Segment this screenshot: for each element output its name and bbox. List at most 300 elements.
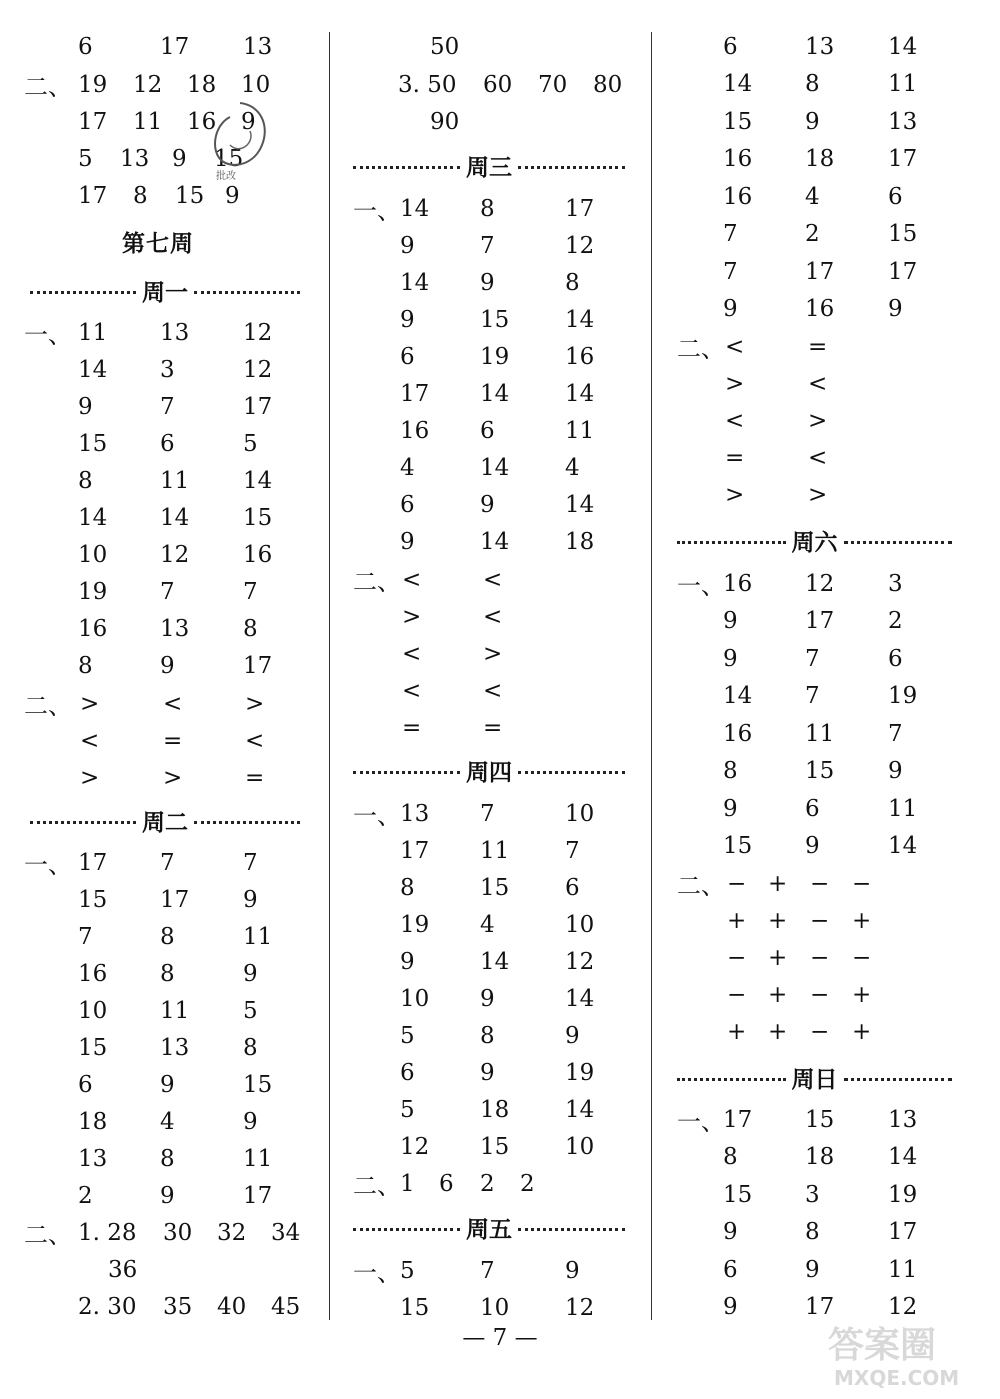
answer-value: 11 [243,1145,273,1172]
column-divider-1 [329,32,330,1320]
answer-row [655,678,1000,715]
answer-row [655,753,1000,790]
answer-row [655,365,1000,402]
answer-row [0,1251,325,1288]
answer-value: 9 [888,296,903,322]
answer-value: 15 [214,145,244,172]
answer-row [335,672,645,709]
answer-value: 8 [805,1219,820,1245]
answer-value: 5 [400,1022,415,1049]
answer-value: 16 [723,146,753,172]
answer-value: 17 [78,849,108,876]
answer-value: 6 [805,795,820,822]
answer-value: 15 [805,1106,835,1133]
answer-value: 15 [480,306,510,333]
answer-value: 7 [480,800,495,827]
answer-value: 36 [108,1256,138,1283]
answer-value: 14 [400,195,430,222]
answer-value: 7 [723,258,738,285]
answer-value: 9 [805,108,820,135]
answer-value: 2 [480,1170,495,1197]
answer-value: 6 [888,183,903,210]
answer-row [335,66,645,103]
answer-value: 9 [480,1059,495,1086]
answer-value: 7 [160,849,175,876]
answer-value: < [483,603,503,630]
answer-value: 19 [565,1059,595,1086]
grading-stamp [200,95,280,190]
answer-value: > [725,370,745,397]
answer-row [335,1128,645,1165]
answer-value: 7 [805,683,820,709]
section-marker: 一、 [353,197,401,225]
answer-value: 15 [888,221,918,247]
answer-value: − [727,944,747,971]
answer-value: 13 [160,615,190,642]
answer-value: 16 [805,296,835,322]
section-marker: 二、 [677,335,725,363]
section-marker: 二、 [677,872,725,900]
answer-row [0,1177,325,1214]
answer-row [335,449,645,486]
answer-row [655,976,1000,1013]
answer-row [0,759,325,796]
answer-value: 6 [400,491,415,518]
answer-value: 6 [480,417,495,444]
answer-row [655,103,1000,140]
day-label: 周五 [466,1216,512,1243]
answer-row [0,992,325,1029]
answer-row [0,425,325,462]
answer-value: + [768,1018,788,1045]
answer-value: 14 [400,269,430,296]
answer-value: > [483,640,503,667]
answer-value: 2 [78,1182,93,1209]
answer-value: 7 [480,1257,495,1284]
answer-value: 9 [805,833,820,859]
answer-value: 7 [78,923,93,950]
answer-value: 16 [78,615,108,642]
answer-row [0,1029,325,1066]
answer-value: 14 [723,71,753,97]
day-divider-mon [30,275,300,305]
answer-row [655,1251,1000,1288]
answer-value: = [163,727,183,754]
answer-value: 9 [243,1108,258,1135]
answer-value: 5 [400,1096,415,1123]
answer-row [0,685,325,722]
answer-value: < [483,566,503,593]
answer-value: 14 [888,1144,918,1170]
answer-row [655,66,1000,103]
answer-value: 4 [400,454,415,481]
answer-value: = [808,333,828,360]
answer-value: 16 [78,960,108,987]
day-divider-fri [353,1212,625,1242]
day-label: 周六 [791,529,838,556]
answer-value: 8 [723,1144,738,1170]
answer-value: 8 [160,1145,175,1172]
answer-value: 9 [480,269,495,296]
answer-value: 16 [187,108,217,135]
answer-value: 8 [78,652,93,679]
answer-value: 7 [243,849,258,876]
day-divider-sat [677,525,952,555]
week-title: 第七周 [122,231,194,257]
answer-value: 9 [400,306,415,333]
answer-value: + [768,907,788,934]
answer-value: > [402,603,422,630]
answer-row [335,635,645,672]
answer-value: 9 [723,1219,738,1245]
answer-value: 8 [480,1022,495,1049]
answer-value: 12 [243,319,273,346]
answer-value: 2. 30 [78,1293,137,1320]
answer-row [335,1252,645,1289]
answer-value: + [768,944,788,971]
day-label: 周二 [142,809,188,836]
answer-value: 19 [78,71,108,98]
answer-row [335,598,645,635]
answer-row [335,486,645,523]
answer-value: > [163,764,183,791]
answer-value: 16 [243,541,273,568]
answer-value: 32 [217,1219,247,1246]
answer-value: 15 [480,1133,510,1160]
answer-value: − [810,907,830,934]
answer-value: 14 [78,356,108,383]
answer-row [335,103,645,140]
answer-value: 7 [160,578,175,605]
answer-value: 14 [243,467,273,494]
answer-row [335,264,645,301]
answer-value: = [245,764,265,791]
answer-value: > [808,481,828,508]
answer-value: 3. 50 [398,71,457,98]
answer-value: 8 [160,923,175,950]
stamp-text: 批改 [216,171,236,182]
answer-value: > [725,481,745,508]
answer-value: 16 [723,570,753,597]
answer-value: 9 [400,528,415,555]
answer-value: + [768,981,788,1008]
answer-value: > [80,690,100,717]
answer-row [655,476,1000,513]
answer-value: < [725,333,745,360]
answer-value: − [810,1018,830,1045]
answer-value: < [725,407,745,434]
day-label: 周四 [466,759,512,786]
answer-value: 9 [241,108,256,135]
answer-row [655,253,1000,290]
answer-value: 11 [160,997,190,1024]
answer-value: 17 [888,258,918,285]
answer-value: 9 [160,652,175,679]
answer-value: 18 [805,146,835,172]
answer-row [655,828,1000,865]
answer-value: 10 [565,800,595,827]
answer-value: 3 [805,1181,820,1208]
answer-value: 4 [565,454,580,481]
answer-value: 7 [888,720,903,747]
answer-row [0,722,325,759]
answer-value: < [808,370,828,397]
answer-value: 13 [160,1034,190,1061]
answer-row [655,28,1000,65]
answer-value: 2 [888,608,903,634]
answer-row [655,439,1000,476]
day-divider-tue [30,805,300,835]
answer-value: 12 [888,1294,918,1320]
answer-value: 5 [243,997,258,1024]
answer-row [655,1013,1000,1050]
answer-value: + [852,907,872,934]
answer-value: 8 [480,195,495,222]
answer-value: − [727,870,747,897]
answer-value: 17 [243,1182,273,1209]
answer-value: + [768,870,788,897]
answer-row [655,1139,1000,1176]
answer-value: + [852,981,872,1008]
answer-value: 11 [888,1256,918,1283]
answer-row [0,462,325,499]
answer-value: 8 [243,1034,258,1061]
watermark-text: 答案圈 [828,1325,937,1366]
answer-value: 6 [888,645,903,672]
answer-value: 9 [723,645,738,672]
answer-value: 9 [723,296,738,322]
answer-row [0,1103,325,1140]
answer-row [335,1017,645,1054]
day-label: 周一 [142,279,188,306]
answer-row [0,844,325,881]
answer-value: 1. 28 [78,1219,137,1246]
answer-value: > [808,407,828,434]
answer-value: 18 [565,528,595,555]
answer-value: 18 [805,1144,835,1170]
answer-value: 14 [723,683,753,709]
answer-value: 4 [160,1108,175,1135]
section-marker: 二、 [353,568,401,596]
answer-row [655,216,1000,253]
answer-row [335,301,645,338]
answer-value: 15 [723,108,753,135]
answer-value: 9 [225,182,240,209]
answer-value: 17 [805,1294,835,1320]
answer-value: 18 [78,1108,108,1135]
section-marker: 二、 [24,1221,72,1249]
answer-value: 3 [160,356,175,383]
answer-value: 6 [565,874,580,901]
answer-value: 9 [160,1182,175,1209]
answer-row [655,939,1000,976]
answer-row [0,1214,325,1251]
answer-value: = [483,714,503,741]
answer-value: > [80,764,100,791]
answer-value: 90 [430,108,460,135]
answer-row [335,1165,645,1202]
answer-value: 4 [805,183,820,210]
answer-value: 9 [243,960,258,987]
answer-value: 7 [480,232,495,259]
answer-row [335,832,645,869]
answer-value: 14 [565,380,595,407]
answer-value: > [245,690,265,717]
day-divider-wed [353,150,625,180]
answer-value: + [727,907,747,934]
answer-row [655,565,1000,602]
answer-row [655,141,1000,178]
answer-value: 5 [78,145,93,172]
answer-row [0,881,325,918]
answer-value: 18 [187,71,217,98]
answer-row [335,1054,645,1091]
answer-row [335,523,645,560]
answer-value: 6 [723,33,738,60]
answer-row [655,715,1000,752]
answer-value: + [852,1018,872,1045]
answer-row [335,709,645,746]
answer-row [655,603,1000,640]
answer-value: 70 [538,71,568,98]
answer-value: 17 [160,886,190,913]
answer-value: 16 [565,343,595,370]
answer-row [655,865,1000,902]
day-divider-sun [677,1062,952,1092]
answer-value: 9 [565,1257,580,1284]
answer-value: 10 [78,997,108,1024]
answer-value: 11 [160,467,190,494]
answer-value: 6 [439,1170,454,1197]
answer-row [0,610,325,647]
answer-value: 12 [565,232,595,259]
answer-value: 11 [888,795,918,822]
answer-value: 15 [175,182,205,209]
column-divider-2 [651,32,652,1320]
answer-value: 15 [243,1071,273,1098]
answer-value: 11 [78,319,108,346]
answer-value: 13 [243,33,273,60]
section-marker: 二、 [24,692,72,720]
answer-value: 15 [78,430,108,457]
answer-value: − [810,981,830,1008]
section-marker: 一、 [353,802,401,830]
answer-row [335,190,645,227]
answer-value: < [402,677,422,704]
answer-value: 6 [723,1256,738,1283]
answer-value: 13 [78,1145,108,1172]
answer-value: 8 [243,615,258,642]
section-marker: 二、 [24,73,72,101]
answer-row [655,328,1000,365]
answer-value: 7 [160,393,175,420]
answer-row [0,955,325,992]
answer-value: 9 [78,393,93,420]
answer-row [655,291,1000,328]
answer-value: 45 [271,1293,301,1320]
answer-value: = [725,444,745,471]
answer-value: 14 [565,491,595,518]
answer-value: 10 [565,911,595,938]
answer-value: 9 [888,758,903,784]
answer-value: < [402,566,422,593]
day-divider-thu [353,755,625,785]
answer-value: 10 [400,985,430,1012]
answer-row [335,795,645,832]
answer-row [655,402,1000,439]
answer-value: 35 [163,1293,193,1320]
answer-row [0,314,325,351]
answer-value: 2 [520,1170,535,1197]
answer-value: 17 [78,108,108,135]
answer-value: 19 [400,911,430,938]
answer-value: 30 [163,1219,193,1246]
answer-row [335,1091,645,1128]
answer-value: 13 [400,800,430,827]
answer-value: 13 [805,33,835,60]
answer-value: 14 [480,454,510,481]
answer-value: + [727,1018,747,1045]
answer-value: < [80,727,100,754]
answer-value: 8 [723,758,738,784]
answer-value: 10 [480,1294,510,1321]
answer-row [655,640,1000,677]
answer-value: 11 [480,837,510,864]
answer-row [655,1101,1000,1138]
answer-value: 10 [565,1133,595,1160]
answer-value: 8 [805,71,820,97]
answer-value: 9 [565,1022,580,1049]
answer-value: 11 [133,108,163,135]
answer-value: 6 [400,343,415,370]
answer-value: 5 [400,1257,415,1284]
answer-value: 6 [78,1071,93,1098]
answer-value: 6 [78,33,93,60]
answer-value: 14 [888,833,918,859]
answer-value: − [727,981,747,1008]
answer-value: 15 [805,758,835,784]
answer-row [655,1214,1000,1251]
answer-value: 17 [400,837,430,864]
answer-value: 12 [133,71,163,98]
answer-row [335,980,645,1017]
answer-value: 12 [400,1133,430,1160]
answer-value: 11 [805,720,835,747]
answer-value: 40 [217,1293,247,1320]
answer-value: − [852,870,872,897]
answer-row [335,1289,645,1326]
answer-value: 9 [243,886,258,913]
answer-value: 19 [888,1181,918,1208]
answer-value: 9 [400,232,415,259]
section-marker: 一、 [677,1108,725,1136]
answer-value: 17 [805,608,835,634]
answer-value: 50 [430,33,460,60]
answer-value: 8 [160,960,175,987]
answer-value: 9 [172,145,187,172]
answer-value: 17 [243,393,273,420]
answer-row [655,790,1000,827]
answer-value: 8 [78,467,93,494]
answer-row [0,499,325,536]
answer-row [0,573,325,610]
answer-value: 9 [723,1294,738,1320]
answer-row [655,178,1000,215]
day-label: 周三 [466,154,512,181]
answer-value: 14 [480,380,510,407]
watermark-logo [820,1313,990,1393]
answer-value: < [163,690,183,717]
